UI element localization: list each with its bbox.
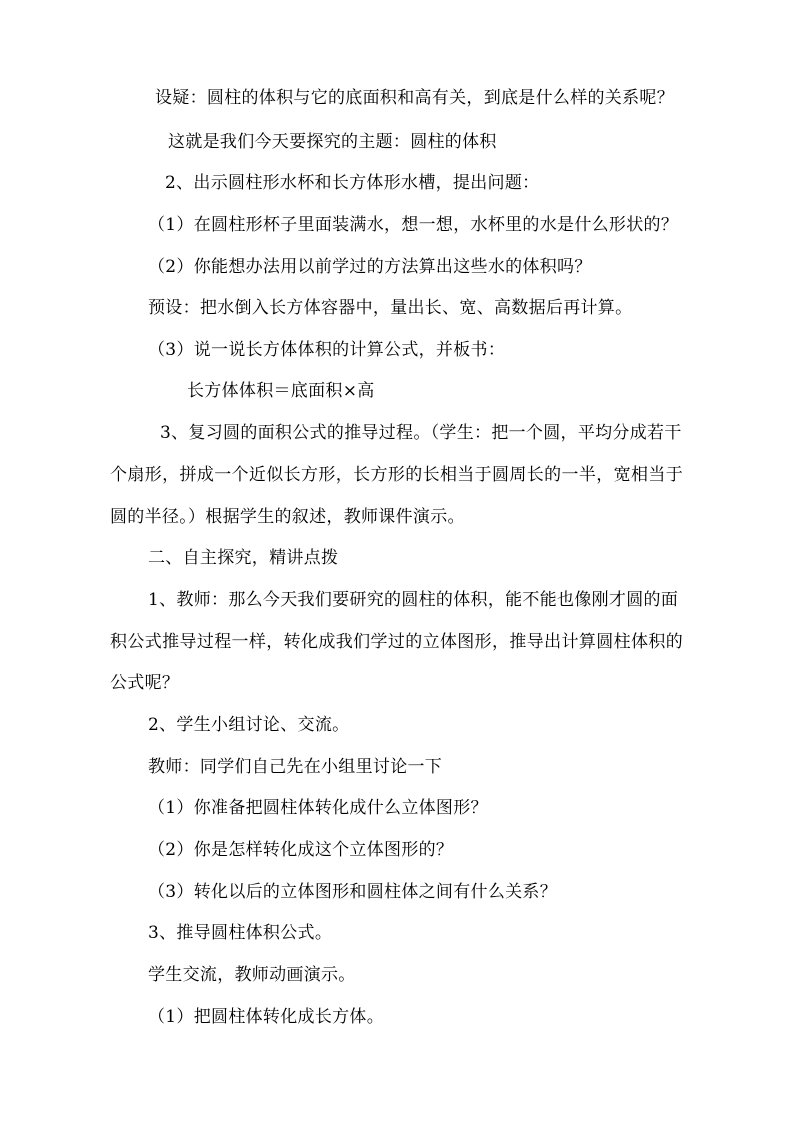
text-line-23: （1）把圆柱体转化成长方体。	[148, 1007, 385, 1027]
text-line-12: 二、自主探究，精讲点拨	[148, 548, 339, 568]
text-line-2: 这就是我们今天要探究的主题：圆柱的体积	[168, 132, 497, 152]
text-line-16: 2、学生小组讨论、交流。	[148, 715, 350, 735]
text-line-6: 预设：把水倒入长方体容器中，量出长、宽、高数据后再计算。	[148, 298, 633, 318]
text-line-10: 个扇形，拼成一个近似长方形，长方形的长相当于圆周长的一半，宽相当于	[110, 465, 683, 485]
text-line-4: （1）在圆柱形杯子里面装满水，想一想，水杯里的水是什么形状的？	[148, 215, 679, 235]
text-line-21: 3、推导圆柱体积公式。	[148, 923, 333, 943]
text-line-20: （3）转化以后的立体图形和圆柱体之间有什么关系？	[148, 882, 558, 902]
text-line-13: 1、教师：那么今天我们要研究的圆柱的体积，能不能也像刚才圆的面	[148, 590, 679, 610]
text-line-3: 2、出示圆柱形水杯和长方体形水槽，提出问题：	[165, 173, 540, 193]
text-line-9: 3、复习圆的面积公式的推导过程。（学生：把一个圆，平均分成若干	[160, 423, 682, 443]
text-line-14: 积公式推导过程一样，转化成我们学过的立体图形，推导出计算圆柱体积的	[110, 632, 683, 652]
text-line-17: 教师：同学们自己先在小组里讨论一下	[148, 757, 443, 777]
text-line-1: 设疑：圆柱的体积与它的底面积和高有关，到底是什么样的关系呢？	[155, 88, 674, 108]
text-line-7: （3）说一说长方体体积的计算公式，并板书：	[148, 340, 506, 360]
text-line-19: （2）你是怎样转化成这个立体图形的？	[148, 840, 454, 860]
text-line-11: 圆的半径。）根据学生的叙述，教师课件演示。	[110, 507, 465, 527]
text-line-5: （2）你能想办法用以前学过的方法算出这些水的体积吗？	[148, 257, 592, 277]
text-line-15: 公式呢？	[110, 673, 180, 693]
text-line-18: （1）你准备把圆柱体转化成什么立体图形？	[148, 798, 488, 818]
text-line-8: 长方体体积＝底面积×高	[187, 381, 375, 401]
text-line-22: 学生交流，教师动画演示。	[148, 965, 356, 985]
